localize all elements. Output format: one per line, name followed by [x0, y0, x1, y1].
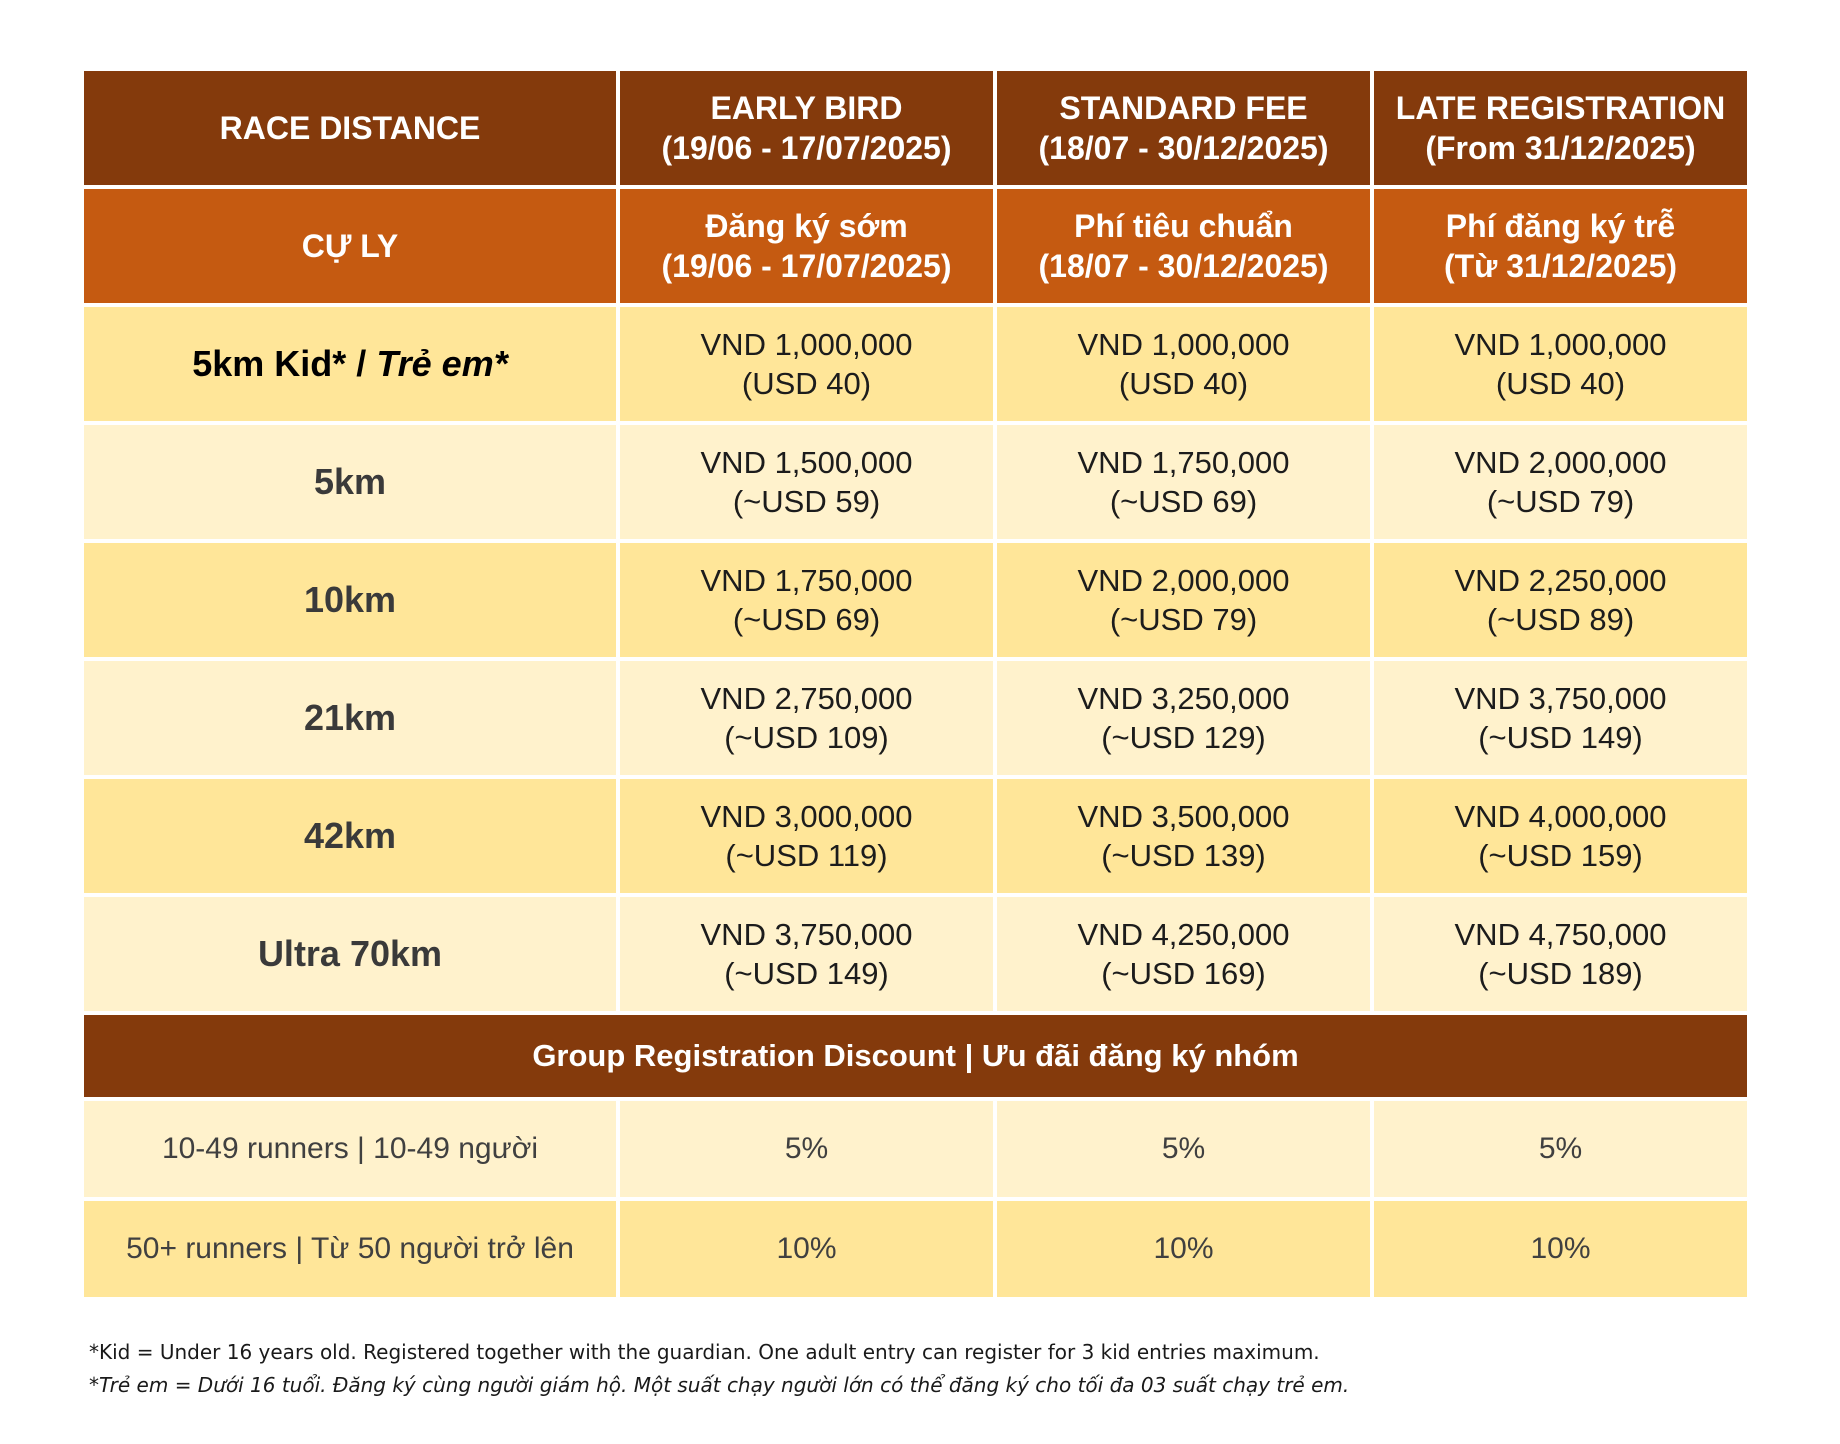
distance-label: 42km	[303, 815, 397, 856]
price-vnd: VND 1,000,000	[1077, 327, 1290, 362]
price-vnd: VND 3,250,000	[1077, 681, 1290, 716]
distance-cell	[84, 543, 616, 657]
price-row-ultra-70km	[84, 897, 1747, 1011]
price-usd: (~USD 59)	[732, 484, 881, 519]
discount-early: 10%	[620, 1201, 993, 1297]
price-usd: (~USD 69)	[1109, 484, 1258, 519]
price-vnd: VND 4,750,000	[1454, 917, 1667, 952]
price-vnd: VND 1,000,000	[1454, 327, 1667, 362]
price-vnd: VND 1,750,000	[1077, 445, 1290, 480]
distance-cell	[84, 661, 616, 775]
header-vi-race-distance	[84, 189, 616, 303]
price-usd: (~USD 79)	[1109, 602, 1258, 637]
price-cell-early	[620, 307, 993, 421]
distance-label: Ultra 70km	[257, 933, 443, 974]
discount-early: 5%	[620, 1101, 993, 1197]
discount-tier-label: 50+ runners | Từ 50 người trở lên	[84, 1201, 616, 1297]
header-standard-fee	[997, 71, 1370, 185]
price-usd: (~USD 149)	[724, 956, 889, 991]
header-label: Phí tiêu chuẩn	[1074, 208, 1293, 244]
price-cell-early	[620, 543, 993, 657]
price-usd: (USD 40)	[1118, 366, 1249, 401]
header-label: CỰ LY	[301, 228, 399, 264]
distance-cell	[84, 307, 616, 421]
footnote-vietnamese: *Trẻ em = Dưới 16 tuổi. Đăng ký cùng người giám hộ. Một suất chạy người lớn có thể đăng ký cho tối đa 03 suất chạy trẻ em.	[89, 1373, 1350, 1397]
distance-cell	[84, 425, 616, 539]
discount-standard: 5%	[997, 1101, 1370, 1197]
header-label: Phí đăng ký trễ	[1445, 208, 1676, 244]
discount-row-50-plus	[84, 1201, 1747, 1297]
header-dates: (19/06 - 17/07/2025)	[661, 130, 952, 166]
price-vnd: VND 2,000,000	[1454, 445, 1667, 480]
header-late-registration	[1374, 71, 1747, 185]
header-dates: (Từ 31/12/2025)	[1443, 248, 1678, 284]
price-cell-early	[620, 897, 993, 1011]
distance-label: 5km Kid* /	[192, 343, 377, 384]
price-cell-late	[1374, 779, 1747, 893]
price-usd: (~USD 149)	[1478, 720, 1643, 755]
price-cell-late	[1374, 661, 1747, 775]
header-vi-standard-fee	[997, 189, 1370, 303]
discount-tier-label: 10-49 runners | 10-49 người	[84, 1101, 616, 1197]
price-cell-standard	[997, 307, 1370, 421]
price-cell-late	[1374, 543, 1747, 657]
price-vnd: VND 2,250,000	[1454, 563, 1667, 598]
price-usd: (~USD 89)	[1486, 602, 1635, 637]
discount-row-10-49	[84, 1101, 1747, 1197]
discount-late: 5%	[1374, 1101, 1747, 1197]
price-vnd: VND 1,000,000	[700, 327, 913, 362]
distance-label-vi: Trẻ em*	[376, 343, 508, 384]
header-vi-late-registration	[1374, 189, 1747, 303]
header-row-english	[84, 71, 1747, 185]
price-usd: (~USD 69)	[732, 602, 881, 637]
distance-label: 10km	[303, 579, 397, 620]
price-cell-early	[620, 661, 993, 775]
price-usd: (~USD 139)	[1101, 838, 1266, 873]
price-vnd: VND 2,750,000	[700, 681, 913, 716]
header-label: Đăng ký sớm	[705, 208, 908, 244]
price-cell-late	[1374, 897, 1747, 1011]
header-dates: (From 31/12/2025)	[1425, 130, 1696, 166]
price-cell-late	[1374, 307, 1747, 421]
price-cell-standard	[997, 897, 1370, 1011]
price-cell-late	[1374, 425, 1747, 539]
price-usd: (~USD 159)	[1478, 838, 1643, 873]
header-label: RACE DISTANCE	[219, 110, 481, 146]
price-usd: (~USD 119)	[725, 838, 888, 873]
price-vnd: VND 1,500,000	[700, 445, 913, 480]
distance-label: 5km	[313, 461, 387, 502]
header-early-bird	[620, 71, 993, 185]
price-usd: (USD 40)	[1495, 366, 1626, 401]
discount-standard: 10%	[997, 1201, 1370, 1297]
price-cell-early	[620, 779, 993, 893]
price-usd: (~USD 79)	[1486, 484, 1635, 519]
price-usd: (~USD 189)	[1478, 956, 1643, 991]
discount-late: 10%	[1374, 1201, 1747, 1297]
header-dates: (19/06 - 17/07/2025)	[661, 248, 952, 284]
price-vnd: VND 4,250,000	[1077, 917, 1290, 952]
price-row-21km	[84, 661, 1747, 775]
price-row-42km	[84, 779, 1747, 893]
price-usd: (~USD 129)	[1101, 720, 1266, 755]
header-label: EARLY BIRD	[710, 90, 903, 126]
price-vnd: VND 4,000,000	[1454, 799, 1667, 834]
header-dates: (18/07 - 30/12/2025)	[1038, 248, 1329, 284]
price-cell-standard	[997, 543, 1370, 657]
distance-cell	[84, 897, 616, 1011]
price-vnd: VND 3,750,000	[700, 917, 913, 952]
group-discount-header-row	[84, 1015, 1747, 1097]
distance-label: 21km	[303, 697, 397, 738]
price-row-5km-kid	[84, 307, 1747, 421]
price-cell-standard	[997, 425, 1370, 539]
price-vnd: VND 3,500,000	[1077, 799, 1290, 834]
price-usd: (~USD 109)	[724, 720, 889, 755]
header-label: LATE REGISTRATION	[1395, 90, 1726, 126]
price-usd: (~USD 169)	[1101, 956, 1266, 991]
price-cell-standard	[997, 779, 1370, 893]
price-cell-early	[620, 425, 993, 539]
registration-fee-table	[80, 67, 1751, 1301]
price-vnd: VND 2,000,000	[1077, 563, 1290, 598]
price-cell-standard	[997, 661, 1370, 775]
footnote-english: *Kid = Under 16 years old. Registered together with the guardian. One adult entry can register for 3 kid entries maximum.	[89, 1340, 1320, 1364]
header-race-distance	[84, 71, 616, 185]
price-usd: (USD 40)	[741, 366, 872, 401]
price-vnd: VND 1,750,000	[700, 563, 913, 598]
price-row-10km	[84, 543, 1747, 657]
distance-cell	[84, 779, 616, 893]
header-dates: (18/07 - 30/12/2025)	[1038, 130, 1329, 166]
price-row-5km	[84, 425, 1747, 539]
group-discount-title: Group Registration Discount | Ưu đãi đăng ký nhóm	[84, 1015, 1747, 1097]
price-vnd: VND 3,750,000	[1454, 681, 1667, 716]
header-label: STANDARD FEE	[1059, 90, 1308, 126]
price-vnd: VND 3,000,000	[700, 799, 913, 834]
header-vi-early-bird	[620, 189, 993, 303]
header-row-vietnamese	[84, 189, 1747, 303]
footnotes	[89, 1336, 1349, 1402]
